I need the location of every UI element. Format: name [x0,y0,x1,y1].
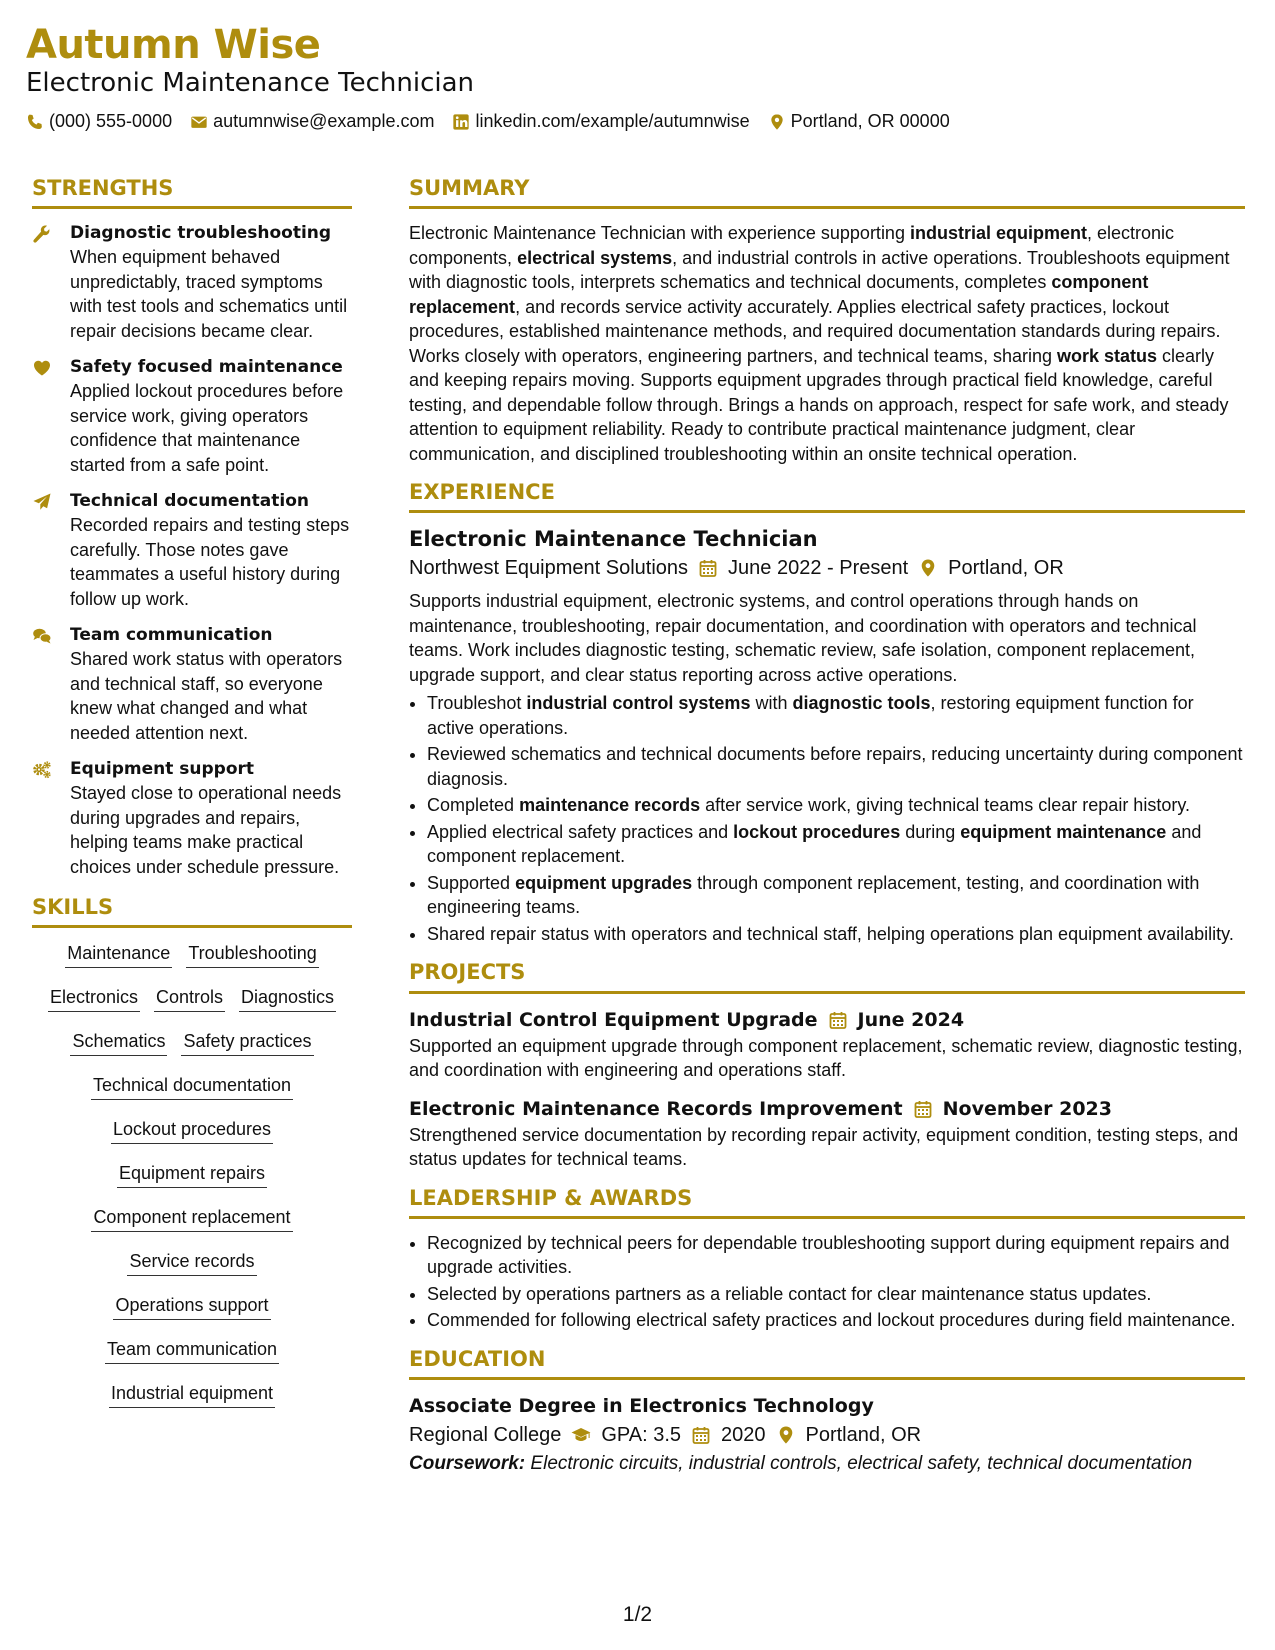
projects-heading: PROJECTS [409,960,1245,993]
project-date: June 2024 [857,1008,965,1031]
education-section [409,1347,1245,1477]
leadership-bullet: • Selected by operations partners as a reliable contact for clear maintenance status updates. [427,1282,1245,1307]
strengths-heading: STRENGTHS [32,176,352,209]
contact-phone[interactable] [26,111,172,132]
coursework-text: Electronic circuits, industrial controls, electrical safety, technical documentation [530,1452,1193,1474]
candidate-name: Autumn Wise [26,22,321,68]
strength-title: Safety focused maintenance [70,357,343,378]
calendar-icon [828,1010,848,1030]
strength-desc: Stayed close to operational needs during upgrades and repairs, helping teams make practical choices under schedule pressure. [70,783,342,877]
skills-row [32,1204,352,1232]
job-description: Supports industrial equipment, electronic systems, and control operations through hands on maintenance, troubleshooting, repair documentation, and coordination with operators and technical teams. Work includes diagnostic testing, schematic review, safe isolation, component replacement, upgrade support, and clear status reporting across active operations. [409,591,1197,685]
strength-title: Equipment support [70,759,255,780]
experience-section [409,480,1245,946]
experience-heading: EXPERIENCE [409,480,1245,513]
calendar-icon [698,558,718,578]
left-column [32,176,352,1424]
candidate-title: Electronic Maintenance Technician [26,68,474,98]
strength-item [32,355,352,477]
leadership-heading: LEADERSHIP & AWARDS [409,1186,1245,1219]
summary-section [409,176,1245,466]
job-dates: June 2022 - Present [728,557,909,580]
graduation-cap-icon [571,1425,591,1445]
right-column [409,176,1245,1476]
strength-item [32,489,352,611]
skill-tag: Controls [154,984,225,1012]
skill-tag: Diagnostics [239,984,336,1012]
skill-tag: Technical documentation [91,1072,293,1100]
strength-desc: Shared work status with operators and technical staff, so everyone knew what changed and what needed attention next. [70,649,343,743]
skills-row [32,1248,352,1276]
degree-title: Associate Degree in Electronics Technology [409,1394,874,1417]
strength-desc: When equipment behaved unpredictably, traced symptoms with test tools and schematics until repair decisions became clear. [70,247,348,341]
project-item [409,1095,1245,1172]
leadership-bullets [409,1231,1245,1333]
job-meta [409,553,1245,583]
leadership-section [409,1186,1245,1333]
summary-heading: SUMMARY [409,176,1245,209]
phone-text: (000) 555-0000 [49,111,173,132]
skill-tag: Schematics [70,1028,167,1056]
job-bullet: • Reviewed schematics and technical documents before repairs, reducing uncertainty during component diagnosis. [427,742,1245,791]
map-pin-icon [776,1425,796,1445]
paper-plane-icon [32,492,52,512]
contact-linkedin[interactable] [452,111,749,132]
wrench-icon [32,224,52,244]
leadership-bullet: • Recognized by technical peers for dependable troubleshooting support during equipment repairs and upgrade activities. [427,1231,1245,1280]
leadership-bullet: • Commended for following electrical safety practices and lockout procedures during field maintenance. [427,1308,1245,1333]
linkedin-text: linkedin.com/example/autumnwise [475,111,750,132]
skills-row [32,1380,352,1408]
strength-desc: Applied lockout procedures before service work, giving operators confidence that maintenance started from a safe point. [70,381,344,475]
skill-tag: Troubleshooting [186,940,318,968]
skill-tag: Service records [127,1248,256,1276]
school-name: Regional College [409,1423,562,1446]
skills-heading: SKILLS [32,895,352,928]
page-indicator: 1/2 [622,1603,653,1626]
job-bullet: • Applied electrical safety practices and lockout procedures during equipment maintenance and component replacement. [427,820,1245,869]
strength-title: Team communication [70,625,273,646]
coursework [409,1452,1245,1477]
location-text: Portland, OR 00000 [790,111,950,132]
skills-row [32,1160,352,1188]
project-title: Electronic Maintenance Records Improvement [409,1097,903,1120]
skill-tag: Equipment repairs [117,1160,267,1188]
skill-tag: Team communication [105,1336,279,1364]
strength-item [32,757,352,879]
skill-tag: Industrial equipment [109,1380,275,1408]
gears-icon [32,760,52,780]
map-pin-icon [768,113,786,131]
project-item [409,1006,1245,1083]
job-bullet: • Supported equipment upgrades through component replacement, testing, and coordination with engineering teams. [427,871,1245,920]
strength-desc: Recorded repairs and testing steps carefully. Those notes gave teammates a useful history during follow up work. [70,515,350,609]
summary-text: Electronic Maintenance Technician with experience supporting industrial equipment, electronic components, electrical systems, and industrial controls in active operations. Troubleshoots equipment with diagnostic tools, interprets schematics and technical documents, completes component replacement, and records service activity accurately. Applies electrical safety practices, lockout procedures, established maintenance methods, and required documentation standards during repairs. Works closely with operators, engineering partners, and technical teams, sharing work status clearly and keeping repairs moving. Supports equipment upgrades through practical field knowledge, careful testing, and dependable follow through. Brings a hands on approach, respect for safe work, and steady attention to equipment reliability. Ready to contribute practical maintenance judgment, clear communication, and disciplined troubleshooting within an onsite technical operation. [409,223,1230,464]
contact-location [768,111,950,132]
email-text: autumnwise@example.com [213,111,435,132]
skills-row [32,1336,352,1364]
skills-row [32,1116,352,1144]
calendar-icon [691,1425,711,1445]
skill-tag: Safety practices [181,1028,313,1056]
education-meta [409,1420,1245,1450]
skills-row [32,940,352,968]
skills-list [32,940,352,1408]
skills-row [32,984,352,1012]
skills-row [32,1028,352,1056]
skill-tag: Component replacement [91,1204,292,1232]
job-company: Northwest Equipment Solutions [409,557,689,580]
contact-bar [26,111,1226,132]
strength-item [32,221,352,343]
skill-tag: Electronics [48,984,140,1012]
job-title: Electronic Maintenance Technician [409,527,818,552]
job-bullet: • Troubleshot industrial control systems with diagnostic tools, restoring equipment function for active operations. [427,691,1245,740]
phone-icon [26,113,44,131]
skill-tag: Lockout procedures [111,1116,273,1144]
skills-row [32,1292,352,1320]
linkedin-icon [452,113,470,131]
skill-tag: Maintenance [65,940,172,968]
coursework-label: Coursework: [409,1452,526,1474]
calendar-icon [913,1099,933,1119]
education-heading: EDUCATION [409,1347,1245,1380]
envelope-icon [190,113,208,131]
map-pin-icon [918,558,938,578]
heart-icon [32,358,52,378]
strength-title: Diagnostic troubleshooting [70,223,332,244]
comments-icon [32,626,52,646]
skills-row [32,1072,352,1100]
graduation-year: 2020 [721,1423,766,1446]
project-date: November 2023 [942,1097,1113,1120]
project-title: Industrial Control Equipment Upgrade [409,1008,818,1031]
contact-email[interactable] [190,111,434,132]
strength-title: Technical documentation [70,491,309,512]
project-desc: Supported an equipment upgrade through component replacement, schematic review, diagnostic testing, and coordination with engineering and operations staff. [409,1035,1243,1081]
projects-section [409,960,1245,1171]
gpa: GPA: 3.5 [601,1423,681,1446]
project-desc: Strengthened service documentation by recording repair activity, equipment condition, testing steps, and status updates for technical teams. [409,1124,1239,1170]
job-location: Portland, OR [948,557,1064,580]
strengths-list [32,221,352,879]
job-bullets [409,691,1245,946]
strength-item [32,623,352,745]
job-bullet: • Shared repair status with operators and technical staff, helping operations plan equipment availability. [427,922,1245,947]
resume-header [26,22,1226,132]
skill-tag: Operations support [113,1292,270,1320]
job-bullet: • Completed maintenance records after service work, giving technical teams clear repair history. [427,793,1245,818]
school-location: Portland, OR [805,1423,922,1446]
